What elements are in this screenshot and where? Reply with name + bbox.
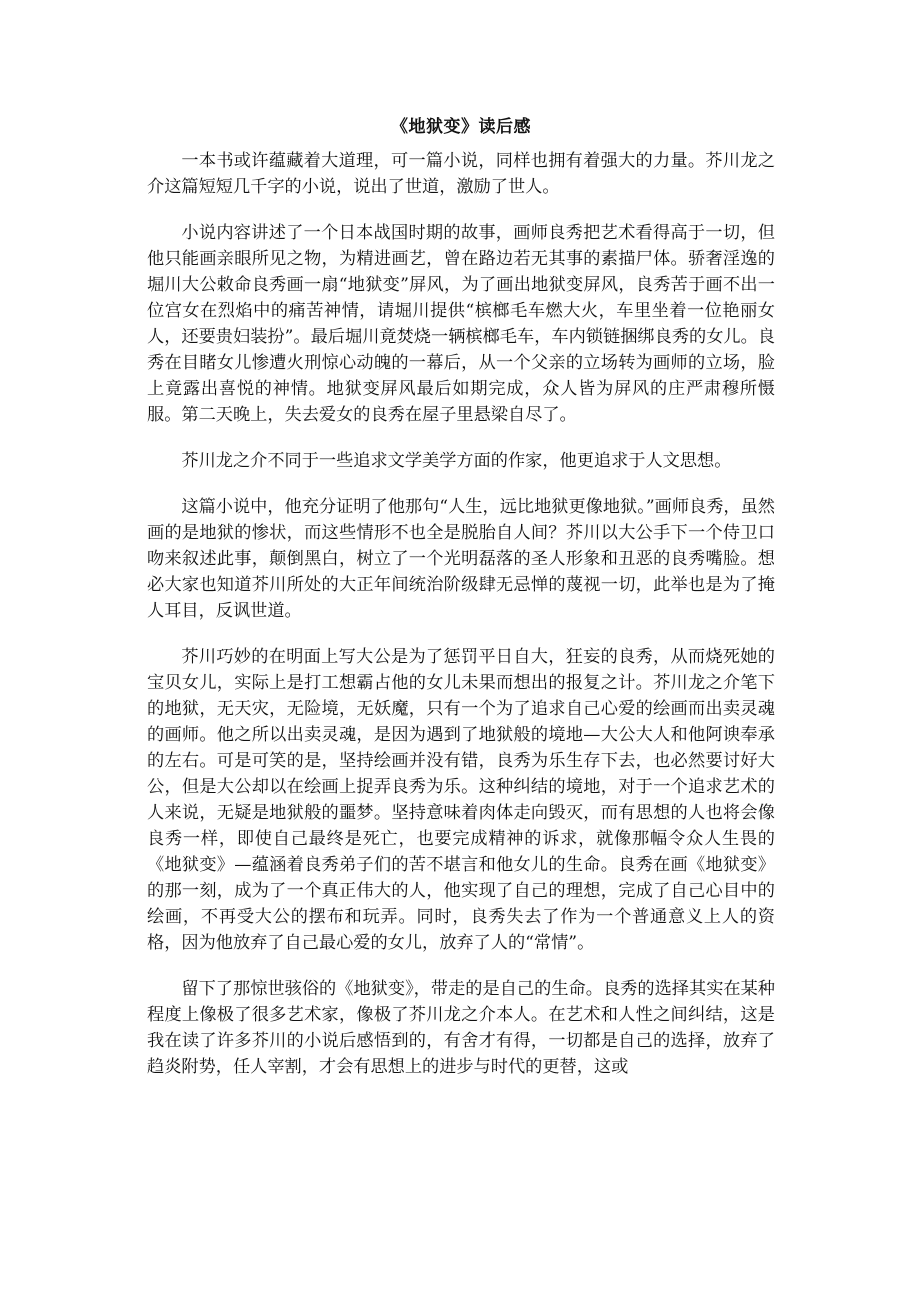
document-body: [147, 113, 775, 1100]
paragraph-satire: 这篇小说中，他充分证明了他那句“人生，远比地狱更像地狱。”画师良秀，虽然画的是地狱的惨状，而这些情形不也全是脱胎自人间？芥川以大公手下一个侍卫口吻来叙述此事，颠倒黑白，树立了一个光明磊落的圣人形象和丑恶的良秀嘴脸。想必大家也知道芥川所处的大正年间统治阶级肆无忌惮的蔑视一切，此举也是为了掩人耳目，反讽世道。: [147, 497, 775, 621]
paragraph-author-thought: 芥川龙之介不同于一些追求文学美学方面的作家，他更追求于人文思想。: [181, 451, 732, 471]
paragraph-intro: 一本书或许蕴藏着大道理，可一篇小说，同样也拥有着强大的力量。芥川龙之介这篇短短几千字的小说，说出了世道，激励了世人。: [147, 151, 775, 197]
paragraph-conclusion: 留下了那惊世骇俗的《地狱变》，带走的是自己的生命。良秀的选择其实在某种程度上像极了很多艺术家，像极了芥川龙之介本人。在艺术和人性之间纠结，这是我在读了许多芥川的小说后感悟到的，有舍才有得，一切都是自己的选择，放弃了趋炎附势，任人宰割，才会有思想上的进步与时代的更替，这或: [147, 979, 775, 1077]
document-title: 《地狱变》读后感: [391, 117, 531, 137]
paragraph-analysis: 芥川巧妙的在明面上写大公是为了惩罚平日自大，狂妄的良秀，从而烧死她的宝贝女儿，实际上是打工想霸占他的女儿未果而想出的报复之计。芥川龙之介笔下的地狱，无天灾，无险境，无妖魔，只有一个为了追求自己心爱的绘画而出卖灵魂的画师。他之所以出卖灵魂，是因为遇到了地狱般的境地—大公大人和他阿谀奉承的左右。可是可笑的是，坚持绘画并没有错，良秀为乐生存下去，也必然要讨好大公，但是大公却以在绘画上捉弄良秀为乐。这种纠结的境地，对于一个追求艺术的人来说，无疑是地狱般的噩梦。坚持意味着肉体走向毁灭，而有思想的人也将会像良秀一样，即使自己最终是死亡，也要完成精神的诉求，就像那幅令众人生畏的《地狱变》—蕴涵着良秀弟子们的苦不堪言和他女儿的生命。良秀在画《地狱变》的那一刻，成为了一个真正伟大的人，他实现了自己的理想，完成了自己心目中的绘画，不再受大公的摆布和玩弄。同时，良秀失去了作为一个普通意义上人的资格，因为他放弃了自己最心爱的女儿，放弃了人的“常情”。: [147, 647, 775, 953]
paragraph-plot-summary: 小说内容讲述了一个日本战国时期的故事，画师良秀把艺术看得高于一切，但他只能画亲眼所见之物，为精进画艺，曾在路边若无其事的素描尸体。骄奢淫逸的堀川大公敕命良秀画一扇“地狱变”屏风，为了画出地狱变屏风，良秀苦于画不出一位宫女在烈焰中的痛苦神情，请堀川提供“槟榔毛车燃大火，车里坐着一位艳丽女人，还要贵妇装扮”。最后堀川竟焚烧一辆槟榔毛车，车内锁链捆绑良秀的女儿。良秀在目睹女儿惨遭火刑惊心动魄的一幕后，从一个父亲的立场转为画师的立场，脸上竟露出喜悦的神情。地狱变屏风最后如期完成，众人皆为屏风的庄严肃穆所慑服。第二天晚上，失去爱女的良秀在屋子里悬梁自尽了。: [147, 223, 775, 425]
